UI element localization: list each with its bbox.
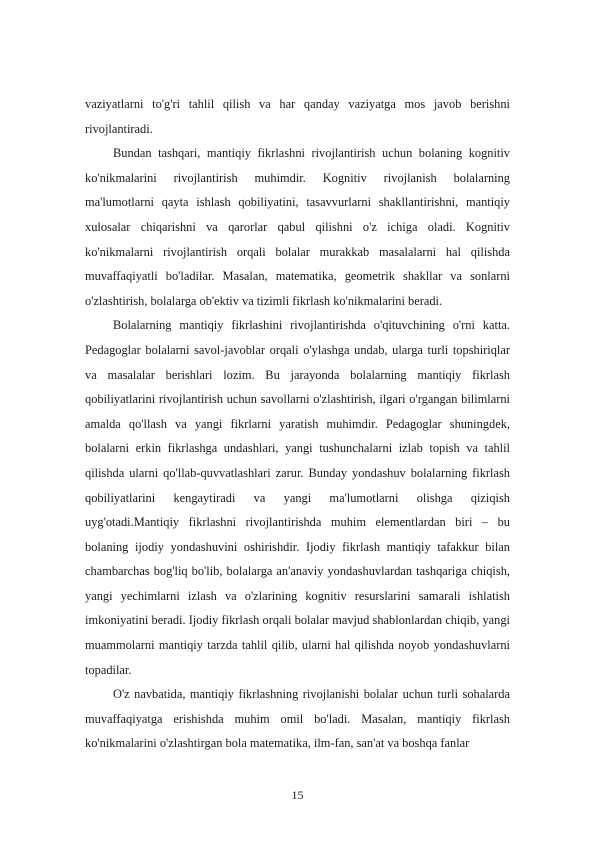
paragraph-teacher-role: Bolalarning mantiqiy fikrlashini rivojlantirishda o'qituvchining o'rni katta. Pedagoglar bolalarni savol-javoblar orqali o'ylashga undab, ularga turli topshiriqlar va masalalar berishlari lozim. Bu jarayonda bolalarning mantiqiy fikrlash qobiliyatlarini rivojlantirish uchun savollarni o'zlashtirish, ilgari o'rgangan bilimlarni amalda qo'llash va yangi fikrlarni yaratish muhimdir. Pedagoglar shuningdek, bolalarni erkin fikrlashga undashlari, yangi tushunchalarni izlab topish va tahlil qilishda ularni qo'llab-quvvatlashlari zarur. Bunday yondashuv bolalarning fikrlash qobiliyatlarini kengaytiradi va yangi ma'lumotlarni olishga qiziqish uyg'otadi.Mantiqiy fikrlashni rivojlantirishda muhim elementlardan biri – bu bolaning ijodiy yondashuvini oshirishdir. Ijodiy fikrlash mantiqiy tafakkur bilan chambarchas bog'liq bo'lib, bolalarga an'anaviy yondashuvlardan tashqariga chiqish, yangi yechimlarni izlash va o'zlarining kognitiv resurslarini samarali ishlatish imkoniyatini beradi. Ijodiy fikrlash orqali bolalar mavjud shablonlardan chiqib, yangi muammolarni mantiqiy tarzda tahlil qilib, ularni hal qilishda noyob yondashuvlarni topadilar. [85,318,510,677]
body-text [85,92,510,756]
paragraph-continuation: vaziyatlarni to'g'ri tahlil qilish va har qanday vaziyatga mos javob berishni rivojlantiradi. [85,97,510,136]
paragraph-cognitive-skills: Bundan tashqari, mantiqiy fikrlashni rivojlantirish uchun bolaning kognitiv ko'nikmalarini rivojlantirish muhimdir. Kognitiv rivojlanish bolalarning ma'lumotlarni qayta ishlash qobiliyatini, tasavvurlarni shakllantirishni, mantiqiy xulosalar chiqarishni va qarorlar qabul qilishni o'z ichiga oladi. Kognitiv ko'nikmalarni rivojlantirish orqali bolalar murakkab masalalarni hal qilishda muvaffaqiyatli bo'ladilar. Masalan, matematika, geometrik shakllar va sonlarni o'zlashtirish, bolalarga ob'ektiv va tizimli fikrlash ko'nikmalarini beradi. [85,146,510,308]
page-number: 15 [291,788,304,802]
paragraph-success-factor: O'z navbatida, mantiqiy fikrlashning rivojlanishi bolalar uchun turli sohalarda muvaffaqiyatga erishishda muhim omil bo'ladi. Masalan, mantiqiy fikrlash ko'nikmalarini o'zlashtirgan bola matematika, ilm-fan, san'at va boshqa fanlar [85,687,510,751]
